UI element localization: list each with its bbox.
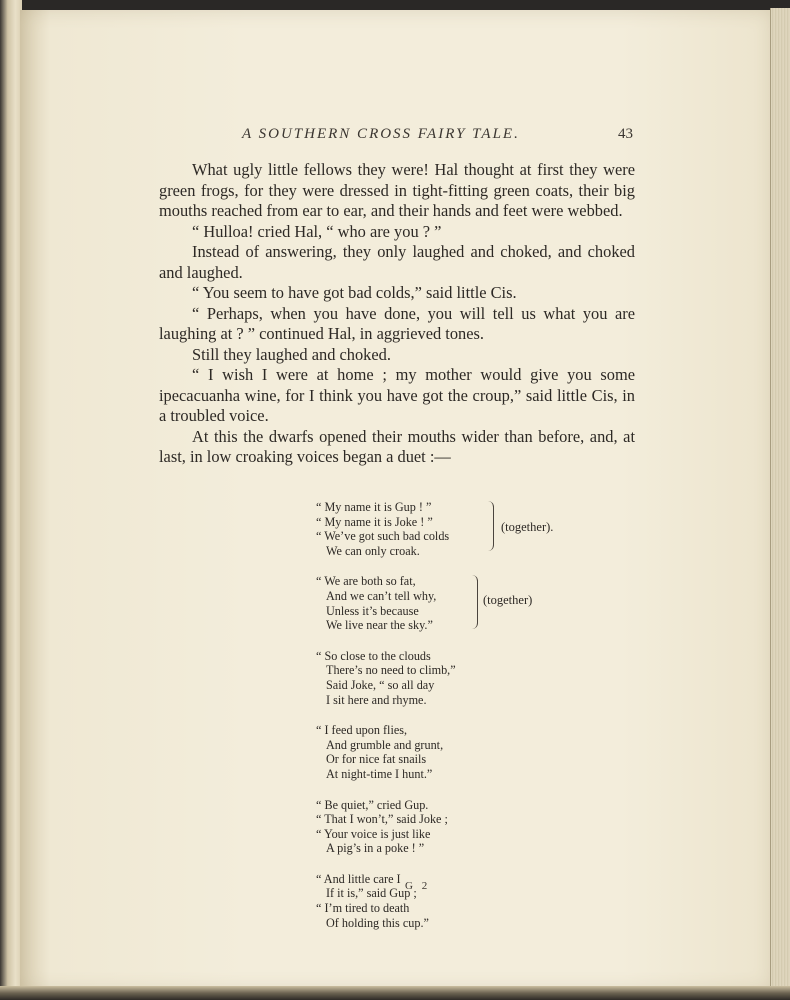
signature-mark: G 2 (405, 880, 431, 892)
poem-line: Or for nice fat snails (326, 752, 427, 767)
poem-line: “ So close to the clouds (316, 648, 431, 663)
stanza (316, 723, 576, 781)
poem-line: “ We are both so fat, (316, 574, 416, 589)
paragraph: “ You seem to have got bad colds,” said little Cis. (192, 283, 517, 302)
body-text (159, 160, 635, 468)
poem-line: “ I’m tired to death (316, 901, 410, 916)
poem-line: “ That I won’t,” said Joke ; (316, 812, 448, 827)
stanza (316, 872, 576, 930)
poem-line: “ Be quiet,” cried Gup. (316, 797, 429, 812)
poem-line: At night-time I hunt.” (326, 766, 433, 781)
poem-line: There’s no need to climb,” (326, 663, 456, 678)
page-edges (770, 8, 790, 993)
poem-line: And grumble and grunt, (326, 737, 444, 752)
poem-line: And we can’t tell why, (326, 588, 437, 603)
poem-line: I sit here and rhyme. (326, 692, 427, 707)
paragraph: “ I wish I were at home ; my mother would give you some ipecacuanha wine, for I think you have got the croup,” said little Cis, in a troubled voice. (159, 365, 635, 425)
paragraph: At this the dwarfs opened their mouths wider than before, and, at last, in low croaking voices began a duet :— (159, 426, 635, 466)
stanza (316, 798, 576, 856)
book-page (20, 10, 772, 990)
brace (472, 575, 478, 629)
poem-line: “ I feed upon flies, (316, 723, 408, 738)
poem (316, 500, 576, 946)
paragraph: What ugly little fellows they were! Hal thought at first they were green frogs, for they were dressed in tight-fitting green coats, their big mouths reached from ear to ear, and their hands and feet were webbed. (159, 160, 635, 220)
poem-line: “ And little care I (316, 871, 401, 886)
book-bottom-edge (0, 986, 790, 1000)
paragraph: Instead of answering, they only laughed and choked, and choked and laughed. (159, 242, 635, 282)
stanza (316, 500, 576, 558)
poem-line: “ Your voice is just like (316, 826, 431, 841)
paragraph: “ Hulloa! cried Hal, “ who are you ? ” (192, 221, 442, 241)
poem-line: “ My name it is Joke ! ” (316, 514, 433, 529)
poem-line: Said Joke, “ so all day (326, 677, 435, 692)
poem-line: If it is,” said Gup ; (326, 886, 417, 901)
paragraph: “ Perhaps, when you have done, you will tell us what you are laughing at ? ” continued Hal, in aggrieved tones. (159, 303, 635, 343)
stanza (316, 574, 576, 632)
stanza (316, 649, 576, 707)
poem-line: Unless it’s because (326, 603, 419, 618)
page-number: 43 (618, 126, 633, 142)
poem-line: Of holding this cup.” (326, 915, 429, 930)
paragraph: Still they laughed and choked. (192, 344, 391, 364)
poem-line: We live near the sky.” (326, 618, 433, 633)
running-head-title: A SOUTHERN CROSS FAIRY TALE. (242, 126, 520, 142)
brace (488, 501, 494, 551)
book-gutter (0, 0, 22, 1000)
poem-line: “ We’ve got such bad colds (316, 529, 450, 544)
poem-line: A pig’s in a poke ! ” (326, 841, 425, 856)
poem-line: “ My name it is Gup ! ” (316, 500, 432, 514)
poem-line: We can only croak. (326, 543, 420, 558)
together-note: (together) (483, 593, 533, 608)
together-note: (together). (501, 520, 554, 534)
